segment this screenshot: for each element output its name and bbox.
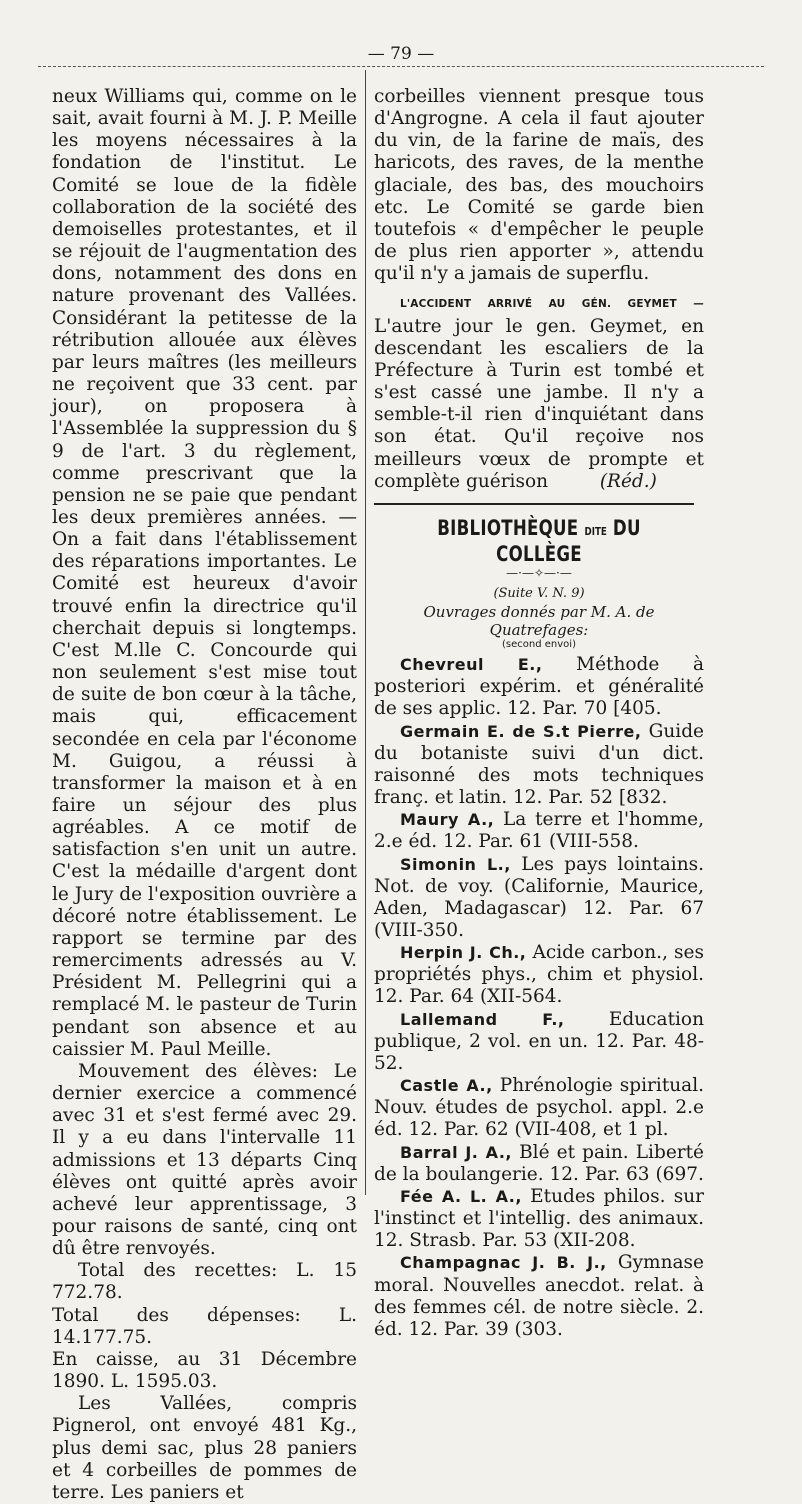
total-expenses: Total des dépenses: L. 14.177.75.	[52, 1304, 357, 1348]
accident-signature: (Réd.)	[599, 470, 657, 492]
list-item	[374, 942, 704, 1008]
entry-author: Germain E. de S.t Pierre,	[400, 721, 642, 741]
section-title-part-2: DU COLLÈGE	[496, 515, 641, 566]
entry-text: Education publique, 2 vol. en un. 12. Par. 48-52.	[374, 1008, 704, 1074]
suite-note: (Suite V. N. 9)	[493, 586, 585, 602]
section-title	[394, 517, 684, 565]
entry-author: Champagnac J. B. J.,	[400, 1253, 607, 1273]
entry-text: Etudes philos. sur l'instinct et l'intellig. des animaux. 12. Strasb. Par. 53 (XII-208.	[374, 1185, 704, 1252]
donor-line: Ouvrages donnés par M. A. de Quatrefages:	[423, 603, 655, 640]
list-item	[374, 654, 704, 720]
section-rule	[374, 503, 694, 505]
total-receipts: Total des recettes: L. 15 772.78.	[52, 1260, 357, 1304]
left-column	[52, 86, 357, 1504]
entry-author: Lallemand F.,	[400, 1009, 565, 1029]
accident-text: L'autre jour le gen. Geymet, en descendant les escaliers de la Préfecture à Turin est tombé et s'est cassé une jambe. Il n'y a semble-t-il rien d'inquiétant dans son état. Qu'il reçoive nos meilleurs vœux de prompte et complète guérison	[374, 315, 704, 492]
list-item	[374, 1186, 704, 1252]
paragraph-donations: Les Vallées, compris Pignerol, ont envoyé 481 Kg., plus demi sac, plus 28 paniers et 4 corbeilles de pommes de terre. Les paniers et	[52, 1393, 357, 1503]
header-rule	[38, 66, 764, 67]
entry-text: Méthode à posteriori expérim. et généralité de ses applic. 12. Par. 70 [405.	[374, 654, 704, 720]
list-item	[374, 721, 704, 810]
accident-notice	[374, 291, 704, 492]
paragraph-report: neux Williams qui, comme on le sait, avait fourni à M. J. P. Meille les moyens nécessaires à la fondation de l'institut. Le Comité se loue de la fidèle collaboration de la société des demoiselles protestantes, et il se réjouit de l'augmentation des dons, notamment des dons en nature provenant des Vallées. Considérant la petitesse de la rétribution allouée aux élèves par leurs maîtres (les meilleurs ne reçoivent que 33 cent. par jour), on proposera à l'Assemblée la suppression du § 9 de l'art. 3 du règlement, comme prescrivant que la pension ne se paie que pendant les deux premières années. — On a fait dans l'établissement des réparations importantes. Le Comité est heureux d'avoir trouvé enfin la directrice qu'il cherchait depuis si longtemps. C'est M.lle C. Concourde qui non seulement s'est mise tout de suite de bon cœur à la tâche, mais qui, efficacement secondée en cela par l'économe M. Guigou, a réussi à transformer la maison et à en faire un séjour des plus agréables. A ce motif de satisfaction s'en unit un autre. C'est la médaille d'argent dont le Jury de l'exposition ouvrière a décoré notre établissement. Le rapport se termine par des remerciments adressés au V. Président M. Pellegrini qui a remplacé M. le pasteur de Turin pendant son absence et au caissier M. Paul Meille.	[52, 86, 357, 1060]
envoi-note: (second envoi)	[502, 639, 576, 651]
cash-balance: En caisse, au 31 Décembre 1890. L. 1595.03.	[52, 1348, 357, 1393]
section-title-part-1: BIBLIOTHÈQUE	[437, 515, 579, 540]
entry-author: Chevreul E.,	[400, 655, 543, 675]
entry-text: Blé et pain. Liberté de la boulangerie. 12. Par. 63 (697.	[374, 1141, 704, 1185]
paragraph-continuation: corbeilles viennent presque tous d'Angrogne. A cela il faut ajouter du vin, de la farine de maïs, des haricots, des raves, de la menthe glaciale, des bas, des mouchoirs etc. Le Comité se garde bien toutefois « d'empêcher le peuple de plus rien apporter », attendu qu'il n'y a jamais de superflu.	[374, 86, 704, 285]
entry-author: Herpin J. Ch.,	[400, 943, 527, 963]
entry-text: Guide du botaniste suivi d'un dict. raisonné des mots techniques franç. et latin. 12. Par. 52 [832.	[374, 720, 704, 809]
page-number: — 79 —	[367, 44, 435, 64]
right-column	[374, 86, 704, 1341]
section-title-dite: DITE	[584, 524, 607, 538]
column-divider	[365, 70, 366, 1195]
entry-author: Fée A. L. A.,	[400, 1186, 522, 1206]
entry-text: Les pays lointains. Not. de voy. (Californie, Maurice, Aden, Madagascar) 12. Par. 67 (VIII-350.	[374, 853, 704, 941]
entry-author: Castle A.,	[400, 1076, 493, 1096]
entry-author: Barral J. A.,	[400, 1142, 512, 1162]
entry-text: Phrénologie spiritual. Nouv. études de psychol. appl. 2.e éd. 12. Par. 62 (VII-408, et 1 pl.	[374, 1075, 704, 1141]
list-item	[374, 1009, 704, 1075]
entry-author: Simonin L.,	[400, 854, 511, 874]
list-item	[374, 854, 704, 943]
entry-author: Maury A.,	[400, 810, 495, 830]
book-list	[374, 654, 704, 1341]
paragraph-students: Mouvement des élèves: Le dernier exercice a commencé avec 31 et s'est fermé avec 29. Il y a eu dans l'intervalle 11 admissions et 13 départs Cinq élèves ont quitté après avoir achevé leur apprentissage, 3 pour raisons de santé, cinq ont dû être renvoyés.	[52, 1060, 357, 1260]
entry-text: Acide carbon., ses propriétés phys., chim et physiol. 12. Par. 64 (XII-564.	[374, 942, 704, 1008]
entry-text: Gymnase moral. Nouvelles anecdot. relat. à des femmes cél. de notre siècle. 2. éd. 12. Par. 39 (303.	[374, 1252, 704, 1340]
ornament-divider: —·—✧—·—	[506, 566, 572, 581]
list-item	[374, 1075, 704, 1141]
entry-text: La terre et l'homme, 2.e éd. 12. Par. 61 (VIII-558.	[374, 809, 705, 853]
list-item	[374, 809, 704, 853]
list-item	[374, 1252, 704, 1341]
list-item	[374, 1142, 704, 1186]
accident-heading: L'ACCIDENT ARRIVÉ AU GÉN. GEYMET —	[400, 298, 704, 311]
